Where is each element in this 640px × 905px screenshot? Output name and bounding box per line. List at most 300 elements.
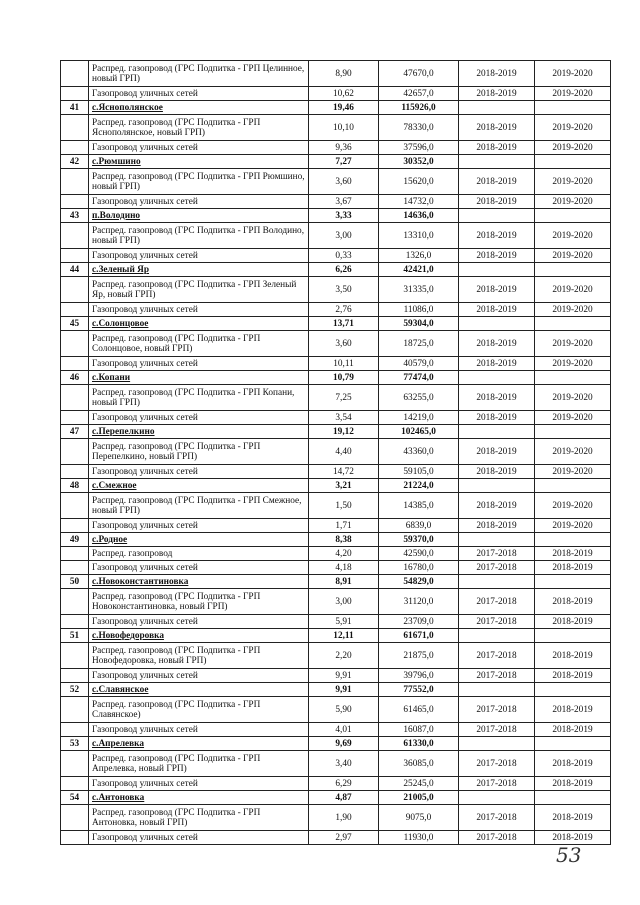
village-row (61, 791, 611, 805)
pipeline-item-row (61, 357, 611, 371)
item-name-cell: Распред. газопровод (ГРС Подпитка - ГРП Рюмшино, новый ГРП) (89, 169, 309, 195)
length-km-cell: 2,76 (309, 303, 379, 317)
design-period-cell: 2018-2019 (459, 439, 535, 465)
length-km-cell: 5,91 (309, 615, 379, 629)
row-number-cell: 46 (61, 371, 89, 385)
construction-period-cell (535, 479, 611, 493)
item-name-cell: Распред. газопровод (ГРС Подпитка - ГРП Апрелевка, новый ГРП) (89, 751, 309, 777)
item-name-cell: Газопровод уличных сетей (89, 561, 309, 575)
length-km-cell: 3,54 (309, 411, 379, 425)
village-name-cell: с.Славянское (89, 683, 309, 697)
length-km-cell: 1,71 (309, 519, 379, 533)
construction-period-cell: 2019-2020 (535, 331, 611, 357)
row-number-cell: 49 (61, 533, 89, 547)
design-period-cell: 2018-2019 (459, 411, 535, 425)
pipeline-item-row (61, 465, 611, 479)
design-period-cell: 2017-2018 (459, 643, 535, 669)
design-period-cell: 2018-2019 (459, 195, 535, 209)
item-name-cell: Газопровод уличных сетей (89, 465, 309, 479)
construction-period-cell (535, 575, 611, 589)
construction-period-cell: 2019-2020 (535, 61, 611, 87)
village-name-cell: с.Солонцовое (89, 317, 309, 331)
construction-period-cell: 2018-2019 (535, 561, 611, 575)
row-number-cell (61, 465, 89, 479)
length-km-cell: 9,36 (309, 141, 379, 155)
length-km-cell: 3,00 (309, 223, 379, 249)
row-number-cell (61, 697, 89, 723)
item-name-cell: Распред. газопровод (ГРС Подпитка - ГРП Копани, новый ГРП) (89, 385, 309, 411)
length-km-cell: 4,18 (309, 561, 379, 575)
length-km-cell: 4,40 (309, 439, 379, 465)
pipeline-item-row (61, 277, 611, 303)
item-name-cell: Газопровод уличных сетей (89, 723, 309, 737)
pipeline-item-row (61, 723, 611, 737)
row-number-cell (61, 669, 89, 683)
construction-period-cell (535, 317, 611, 331)
row-number-cell (61, 141, 89, 155)
design-period-cell (459, 317, 535, 331)
construction-period-cell: 2019-2020 (535, 249, 611, 263)
construction-period-cell: 2019-2020 (535, 141, 611, 155)
item-name-cell: Газопровод уличных сетей (89, 411, 309, 425)
village-row (61, 155, 611, 169)
design-period-cell: 2017-2018 (459, 615, 535, 629)
design-period-cell: 2018-2019 (459, 465, 535, 479)
row-number-cell (61, 439, 89, 465)
cost-cell: 14385,0 (379, 493, 459, 519)
design-period-cell (459, 575, 535, 589)
pipeline-item-row (61, 805, 611, 831)
row-number-cell: 48 (61, 479, 89, 493)
length-km-cell: 5,90 (309, 697, 379, 723)
row-number-cell: 45 (61, 317, 89, 331)
length-km-cell: 19,46 (309, 101, 379, 115)
item-name-cell: Газопровод уличных сетей (89, 303, 309, 317)
length-km-cell: 6,29 (309, 777, 379, 791)
construction-period-cell (535, 629, 611, 643)
village-row (61, 737, 611, 751)
construction-period-cell (535, 533, 611, 547)
pipeline-item-row (61, 615, 611, 629)
village-row (61, 209, 611, 223)
village-name-cell: с.Апрелевка (89, 737, 309, 751)
cost-cell: 47670,0 (379, 61, 459, 87)
cost-cell: 30352,0 (379, 155, 459, 169)
construction-period-cell (535, 155, 611, 169)
construction-period-cell: 2019-2020 (535, 357, 611, 371)
cost-cell: 31335,0 (379, 277, 459, 303)
village-row (61, 683, 611, 697)
pipeline-item-row (61, 141, 611, 155)
item-name-cell: Газопровод уличных сетей (89, 195, 309, 209)
row-number-cell (61, 87, 89, 101)
pipeline-item-row (61, 223, 611, 249)
row-number-cell: 53 (61, 737, 89, 751)
construction-period-cell: 2018-2019 (535, 697, 611, 723)
row-number-cell (61, 115, 89, 141)
row-number-cell (61, 331, 89, 357)
pipeline-item-row (61, 303, 611, 317)
item-name-cell: Газопровод уличных сетей (89, 357, 309, 371)
length-km-cell: 8,90 (309, 61, 379, 87)
construction-period-cell: 2018-2019 (535, 723, 611, 737)
cost-cell: 15620,0 (379, 169, 459, 195)
length-km-cell: 12,11 (309, 629, 379, 643)
pipeline-item-row (61, 751, 611, 777)
item-name-cell: Газопровод уличных сетей (89, 87, 309, 101)
row-number-cell (61, 195, 89, 209)
cost-cell: 13310,0 (379, 223, 459, 249)
cost-cell: 54829,0 (379, 575, 459, 589)
pipeline-item-row (61, 777, 611, 791)
design-period-cell (459, 371, 535, 385)
construction-period-cell: 2018-2019 (535, 547, 611, 561)
village-name-cell: с.Родное (89, 533, 309, 547)
row-number-cell (61, 385, 89, 411)
page-number: 53 (556, 843, 582, 867)
row-number-cell (61, 61, 89, 87)
item-name-cell: Распред. газопровод (ГРС Подпитка - ГРП Славянское) (89, 697, 309, 723)
row-number-cell (61, 519, 89, 533)
pipeline-item-row (61, 493, 611, 519)
pipeline-item-row (61, 669, 611, 683)
cost-cell: 25245,0 (379, 777, 459, 791)
design-period-cell: 2018-2019 (459, 115, 535, 141)
village-name-cell: с.Зеленый Яр (89, 263, 309, 277)
length-km-cell: 3,50 (309, 277, 379, 303)
cost-cell: 14732,0 (379, 195, 459, 209)
design-period-cell (459, 425, 535, 439)
pipeline-item-row (61, 547, 611, 561)
cost-cell: 14219,0 (379, 411, 459, 425)
pipeline-item-row (61, 439, 611, 465)
cost-cell: 40579,0 (379, 357, 459, 371)
cost-cell: 16087,0 (379, 723, 459, 737)
item-name-cell: Газопровод уличных сетей (89, 669, 309, 683)
pipeline-item-row (61, 589, 611, 615)
construction-period-cell: 2019-2020 (535, 195, 611, 209)
design-period-cell: 2017-2018 (459, 831, 535, 845)
item-name-cell: Распред. газопровод (ГРС Подпитка - ГРП Перепелкино, новый ГРП) (89, 439, 309, 465)
length-km-cell: 6,26 (309, 263, 379, 277)
length-km-cell: 3,40 (309, 751, 379, 777)
row-number-cell (61, 805, 89, 831)
length-km-cell: 8,38 (309, 533, 379, 547)
row-number-cell (61, 547, 89, 561)
length-km-cell: 9,91 (309, 683, 379, 697)
construction-period-cell (535, 683, 611, 697)
design-period-cell: 2017-2018 (459, 751, 535, 777)
design-period-cell: 2018-2019 (459, 331, 535, 357)
length-km-cell: 14,72 (309, 465, 379, 479)
village-name-cell: с.Антоновка (89, 791, 309, 805)
village-name-cell: с.Яснополянское (89, 101, 309, 115)
length-km-cell: 10,11 (309, 357, 379, 371)
design-period-cell (459, 263, 535, 277)
length-km-cell: 19,12 (309, 425, 379, 439)
cost-cell: 37596,0 (379, 141, 459, 155)
construction-period-cell: 2019-2020 (535, 411, 611, 425)
pipeline-item-row (61, 87, 611, 101)
length-km-cell: 4,20 (309, 547, 379, 561)
item-name-cell: Газопровод уличных сетей (89, 777, 309, 791)
construction-period-cell: 2019-2020 (535, 169, 611, 195)
design-period-cell: 2018-2019 (459, 249, 535, 263)
length-km-cell: 4,01 (309, 723, 379, 737)
design-period-cell: 2018-2019 (459, 385, 535, 411)
construction-period-cell: 2018-2019 (535, 805, 611, 831)
village-row (61, 629, 611, 643)
cost-cell: 36085,0 (379, 751, 459, 777)
design-period-cell (459, 683, 535, 697)
village-row (61, 575, 611, 589)
construction-period-cell: 2019-2020 (535, 115, 611, 141)
cost-cell: 9075,0 (379, 805, 459, 831)
cost-cell: 43360,0 (379, 439, 459, 465)
design-period-cell: 2017-2018 (459, 589, 535, 615)
cost-cell: 31120,0 (379, 589, 459, 615)
item-name-cell: Распред. газопровод (ГРС Подпитка - ГРП Новофедоровка, новый ГРП) (89, 643, 309, 669)
row-number-cell (61, 831, 89, 845)
construction-period-cell: 2019-2020 (535, 439, 611, 465)
design-period-cell: 2017-2018 (459, 723, 535, 737)
cost-cell: 63255,0 (379, 385, 459, 411)
design-period-cell: 2018-2019 (459, 141, 535, 155)
construction-period-cell: 2018-2019 (535, 751, 611, 777)
row-number-cell: 43 (61, 209, 89, 223)
item-name-cell: Распред. газопровод (ГРС Подпитка - ГРП Новоконстантиновка, новый ГРП) (89, 589, 309, 615)
design-period-cell (459, 533, 535, 547)
pipeline-item-row (61, 249, 611, 263)
design-period-cell (459, 209, 535, 223)
cost-cell: 77474,0 (379, 371, 459, 385)
construction-period-cell (535, 737, 611, 751)
item-name-cell: Распред. газопровод (ГРС Подпитка - ГРП Зеленый Яр, новый ГРП) (89, 277, 309, 303)
village-row (61, 317, 611, 331)
length-km-cell: 3,67 (309, 195, 379, 209)
cost-cell: 42657,0 (379, 87, 459, 101)
length-km-cell: 3,60 (309, 331, 379, 357)
design-period-cell: 2018-2019 (459, 87, 535, 101)
item-name-cell: Распред. газопровод (ГРС Подпитка - ГРП Смежное, новый ГРП) (89, 493, 309, 519)
row-number-cell: 47 (61, 425, 89, 439)
village-row (61, 263, 611, 277)
cost-cell: 115926,0 (379, 101, 459, 115)
length-km-cell: 9,91 (309, 669, 379, 683)
design-period-cell: 2018-2019 (459, 519, 535, 533)
village-row (61, 479, 611, 493)
construction-period-cell (535, 209, 611, 223)
cost-cell: 23709,0 (379, 615, 459, 629)
design-period-cell: 2018-2019 (459, 357, 535, 371)
row-number-cell (61, 223, 89, 249)
village-row (61, 101, 611, 115)
construction-period-cell: 2018-2019 (535, 777, 611, 791)
item-name-cell: Газопровод уличных сетей (89, 249, 309, 263)
village-name-cell: с.Смежное (89, 479, 309, 493)
construction-period-cell: 2019-2020 (535, 223, 611, 249)
design-period-cell: 2017-2018 (459, 777, 535, 791)
pipeline-item-row (61, 697, 611, 723)
length-km-cell: 10,10 (309, 115, 379, 141)
item-name-cell: Газопровод уличных сетей (89, 831, 309, 845)
row-number-cell (61, 589, 89, 615)
row-number-cell (61, 169, 89, 195)
design-period-cell: 2018-2019 (459, 303, 535, 317)
cost-cell: 59304,0 (379, 317, 459, 331)
length-km-cell: 1,50 (309, 493, 379, 519)
cost-cell: 21224,0 (379, 479, 459, 493)
village-name-cell: с.Новофедоровка (89, 629, 309, 643)
row-number-cell (61, 493, 89, 519)
row-number-cell (61, 723, 89, 737)
construction-period-cell (535, 371, 611, 385)
cost-cell: 1326,0 (379, 249, 459, 263)
design-period-cell (459, 479, 535, 493)
design-period-cell: 2018-2019 (459, 493, 535, 519)
item-name-cell: Распред. газопровод (ГРС Подпитка - ГРП Володино, новый ГРП) (89, 223, 309, 249)
cost-cell: 39796,0 (379, 669, 459, 683)
construction-period-cell: 2019-2020 (535, 277, 611, 303)
design-period-cell: 2017-2018 (459, 561, 535, 575)
village-name-cell: с.Рюмшино (89, 155, 309, 169)
design-period-cell (459, 737, 535, 751)
design-period-cell (459, 155, 535, 169)
construction-period-cell: 2019-2020 (535, 87, 611, 101)
length-km-cell: 3,60 (309, 169, 379, 195)
length-km-cell: 3,21 (309, 479, 379, 493)
cost-cell: 14636,0 (379, 209, 459, 223)
construction-period-cell (535, 263, 611, 277)
row-number-cell (61, 411, 89, 425)
item-name-cell: Распред. газопровод (ГРС Подпитка - ГРП Яснополянское, новый ГРП) (89, 115, 309, 141)
item-name-cell: Газопровод уличных сетей (89, 615, 309, 629)
design-period-cell: 2017-2018 (459, 697, 535, 723)
construction-period-cell: 2019-2020 (535, 465, 611, 479)
length-km-cell: 2,97 (309, 831, 379, 845)
cost-cell: 16780,0 (379, 561, 459, 575)
pipeline-item-row (61, 519, 611, 533)
length-km-cell: 7,25 (309, 385, 379, 411)
item-name-cell: Распред. газопровод (ГРС Подпитка - ГРП Целинное, новый ГРП) (89, 61, 309, 87)
cost-cell: 11086,0 (379, 303, 459, 317)
village-name-cell: с.Копани (89, 371, 309, 385)
row-number-cell: 51 (61, 629, 89, 643)
table-body (61, 61, 611, 845)
design-period-cell: 2018-2019 (459, 169, 535, 195)
pipeline-item-row (61, 195, 611, 209)
row-number-cell: 41 (61, 101, 89, 115)
length-km-cell: 10,79 (309, 371, 379, 385)
design-period-cell: 2017-2018 (459, 547, 535, 561)
row-number-cell (61, 561, 89, 575)
cost-cell: 42421,0 (379, 263, 459, 277)
village-name-cell: с.Новоконстантиновка (89, 575, 309, 589)
length-km-cell: 8,91 (309, 575, 379, 589)
cost-cell: 6839,0 (379, 519, 459, 533)
pipeline-item-row (61, 331, 611, 357)
pipeline-item-row (61, 561, 611, 575)
cost-cell: 102465,0 (379, 425, 459, 439)
cost-cell: 61671,0 (379, 629, 459, 643)
village-row (61, 533, 611, 547)
construction-period-cell: 2018-2019 (535, 615, 611, 629)
pipeline-item-row (61, 61, 611, 87)
row-number-cell (61, 777, 89, 791)
length-km-cell: 2,20 (309, 643, 379, 669)
design-period-cell: 2018-2019 (459, 223, 535, 249)
row-number-cell (61, 357, 89, 371)
cost-cell: 21875,0 (379, 643, 459, 669)
gas-pipeline-table (60, 60, 611, 845)
design-period-cell (459, 101, 535, 115)
row-number-cell: 42 (61, 155, 89, 169)
cost-cell: 78330,0 (379, 115, 459, 141)
row-number-cell: 52 (61, 683, 89, 697)
item-name-cell: Газопровод уличных сетей (89, 519, 309, 533)
pipeline-item-row (61, 169, 611, 195)
length-km-cell: 0,33 (309, 249, 379, 263)
cost-cell: 59370,0 (379, 533, 459, 547)
length-km-cell: 13,71 (309, 317, 379, 331)
item-name-cell: Газопровод уличных сетей (89, 141, 309, 155)
construction-period-cell: 2019-2020 (535, 303, 611, 317)
length-km-cell: 7,27 (309, 155, 379, 169)
cost-cell: 59105,0 (379, 465, 459, 479)
length-km-cell: 3,00 (309, 589, 379, 615)
row-number-cell (61, 615, 89, 629)
design-period-cell: 2017-2018 (459, 805, 535, 831)
item-name-cell: Распред. газопровод (89, 547, 309, 561)
item-name-cell: Распред. газопровод (ГРС Подпитка - ГРП Антоновка, новый ГРП) (89, 805, 309, 831)
construction-period-cell: 2019-2020 (535, 493, 611, 519)
cost-cell: 42590,0 (379, 547, 459, 561)
construction-period-cell: 2018-2019 (535, 669, 611, 683)
row-number-cell: 50 (61, 575, 89, 589)
row-number-cell: 44 (61, 263, 89, 277)
pipeline-item-row (61, 411, 611, 425)
village-row (61, 371, 611, 385)
pipeline-item-row (61, 831, 611, 845)
village-name-cell: с.Перепелкино (89, 425, 309, 439)
row-number-cell (61, 643, 89, 669)
cost-cell: 61465,0 (379, 697, 459, 723)
pipeline-item-row (61, 115, 611, 141)
item-name-cell: Распред. газопровод (ГРС Подпитка - ГРП Солонцовое, новый ГРП) (89, 331, 309, 357)
design-period-cell: 2018-2019 (459, 277, 535, 303)
construction-period-cell (535, 101, 611, 115)
construction-period-cell: 2018-2019 (535, 831, 611, 845)
village-name-cell: п.Володино (89, 209, 309, 223)
pipeline-item-row (61, 385, 611, 411)
design-period-cell (459, 791, 535, 805)
construction-period-cell: 2019-2020 (535, 385, 611, 411)
cost-cell: 21005,0 (379, 791, 459, 805)
row-number-cell (61, 751, 89, 777)
cost-cell: 18725,0 (379, 331, 459, 357)
row-number-cell (61, 249, 89, 263)
design-period-cell (459, 629, 535, 643)
cost-cell: 61330,0 (379, 737, 459, 751)
length-km-cell: 1,90 (309, 805, 379, 831)
cost-cell: 11930,0 (379, 831, 459, 845)
pipeline-item-row (61, 643, 611, 669)
row-number-cell: 54 (61, 791, 89, 805)
construction-period-cell: 2018-2019 (535, 589, 611, 615)
length-km-cell: 10,62 (309, 87, 379, 101)
length-km-cell: 9,69 (309, 737, 379, 751)
construction-period-cell: 2018-2019 (535, 643, 611, 669)
